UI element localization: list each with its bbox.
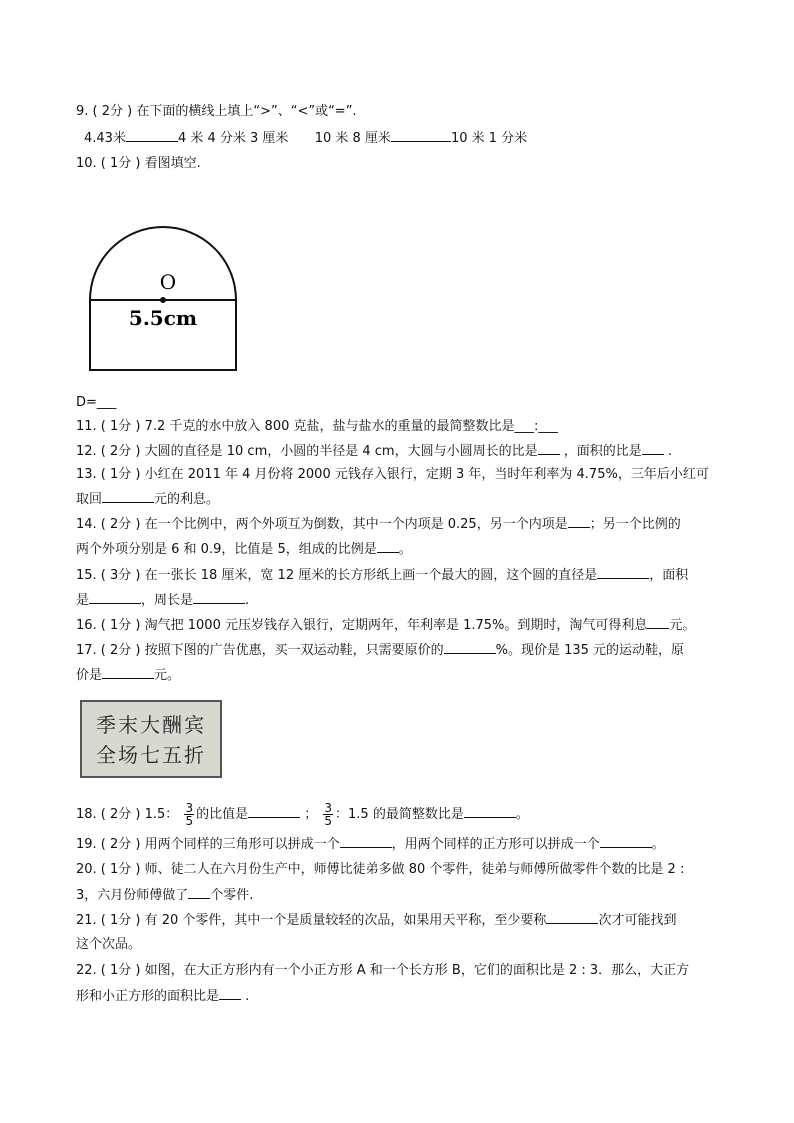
diameter-label: 5.5cm: [128, 306, 198, 330]
q17-line1: 17. ( 2分 ) 按照下图的广告优惠，买一双运动鞋，只需要原价的 %。现价是 135 元的运动鞋，原: [76, 643, 685, 658]
q19: 19. ( 2分 ) 用两个同样的三角形可以拼成一个 ，用两个同样的正方形可以拼成一个 。: [76, 837, 665, 852]
center-dot: [160, 297, 166, 303]
q20-line1: 20. ( 1分 ) 师、徒二人在六月份生产中，师傅比徒弟多做 80 个零件，徒弟与师傅所做零件个数的比是 2 :: [76, 862, 685, 877]
q18-blank-2[interactable]: [464, 805, 516, 818]
q13-line2: 取回 元的利息。: [76, 492, 220, 507]
q13-line1: 13. ( 1分 ) 小红在 2011 年 4 月份将 2000 元钱存入银行，定期 3 年，当时年利率为 4.75%，三年后小红可: [76, 467, 709, 482]
q9-a-left: 4.43米: [84, 131, 126, 146]
q9-b-blank[interactable]: [391, 129, 451, 142]
q9-b-left: 10 米 8 厘米: [314, 131, 391, 146]
q9-a-blank[interactable]: [126, 129, 178, 142]
fraction-3-5: $\frac{3}{5}$: [185, 801, 194, 828]
q15-blank-2[interactable]: [89, 591, 141, 604]
q19-blank-2[interactable]: [600, 835, 652, 848]
center-label: O: [159, 270, 177, 294]
q9-items: [84, 129, 527, 148]
q9-heading: 9. ( 2分 ) 在下面的横线上填上“>”、“<”或“=”.: [76, 104, 357, 119]
q15-line2: 是 ，周长是 .: [76, 593, 250, 608]
q18-blank-1[interactable]: [248, 805, 300, 818]
q20-line2: 3，六月份师傅做了 个零件.: [76, 888, 254, 903]
q15-blank-3[interactable]: [193, 591, 245, 604]
semicircle-rectangle-figure: [84, 222, 244, 382]
q10-answer: D=___: [76, 395, 117, 410]
q14-blank-2[interactable]: [377, 540, 399, 553]
q17-line2: 价是 元。: [76, 668, 181, 683]
q22-line1: 22. ( 1分 ) 如图，在大正方形内有一个小正方形 A 和一个长方形 B，它们的面积比是 2 : 3．那么，大正方: [76, 963, 690, 978]
q14-blank-1[interactable]: [568, 515, 590, 528]
q15-blank-1[interactable]: [597, 566, 649, 579]
q9-a-right: 4 米 4 分米 3 厘米: [177, 131, 289, 146]
q14-line1: 14. ( 2分 ) 在一个比例中，两个外项互为倒数，其中一个内项是 0.25，另一个内项是 ；另一个比例的: [76, 517, 681, 532]
q21-line2: 这个次品。: [76, 937, 142, 952]
q18: 18. ( 2分 ) 1.5： $\frac{3}{5}$ 的比值是 ； $\frac{3}{5}$ ：1.5 的最简整数比是 。: [76, 801, 529, 828]
fraction-3-5-second: $\frac{3}{5}$: [324, 801, 333, 828]
q19-blank-1[interactable]: [340, 835, 392, 848]
promo-sign-line1: 季末大酬宾: [96, 713, 206, 737]
q9-b-right: 10 米 1 分米: [450, 131, 528, 146]
q15-line1: 15. ( 3分 ) 在一张长 18 厘米，宽 12 厘米的长方形纸上画一个最大的圆，这个圆的直径是 ，面积: [76, 568, 689, 583]
q22-line2: 形和小正方形的面积比是 .: [76, 989, 250, 1004]
q22-blank[interactable]: [219, 987, 241, 1000]
q10-heading: 10. ( 1分 ) 看图填空.: [76, 156, 201, 171]
q12: 12. ( 2分 ) 大圆的直径是 10 cm，小圆的半径是 4 cm，大圆与小圆周长的比是 ，面积的比是 .: [76, 444, 673, 459]
q21-blank[interactable]: [546, 911, 598, 924]
q11: 11. ( 1分 ) 7.2 千克的水中放入 800 克盐，盐与盐水的重量的最简整数比是___:___: [76, 419, 558, 434]
q21-line1: 21. ( 1分 ) 有 20 个零件，其中一个是质量较轻的次品，如果用天平称，至少要称 次才可能找到: [76, 913, 677, 928]
q14-line2: 两个外项分别是 6 和 0.9，比值是 5，组成的比例是 。: [76, 542, 412, 557]
promo-sign: [80, 700, 222, 778]
q20-blank[interactable]: [188, 886, 210, 899]
promo-sign-line2: 全场七五折: [96, 743, 206, 767]
q17-blank-2[interactable]: [102, 666, 154, 679]
q12-blank-1[interactable]: [538, 442, 560, 455]
q16: 16. ( 1分 ) 淘气把 1000 元压岁钱存入银行，定期两年，年利率是 1.75%。到期时，淘气可得利息 元。: [76, 618, 696, 633]
q13-blank[interactable]: [102, 490, 154, 503]
q17-blank-1[interactable]: [444, 641, 496, 654]
q12-blank-2[interactable]: [642, 442, 664, 455]
q16-blank[interactable]: [647, 616, 669, 629]
